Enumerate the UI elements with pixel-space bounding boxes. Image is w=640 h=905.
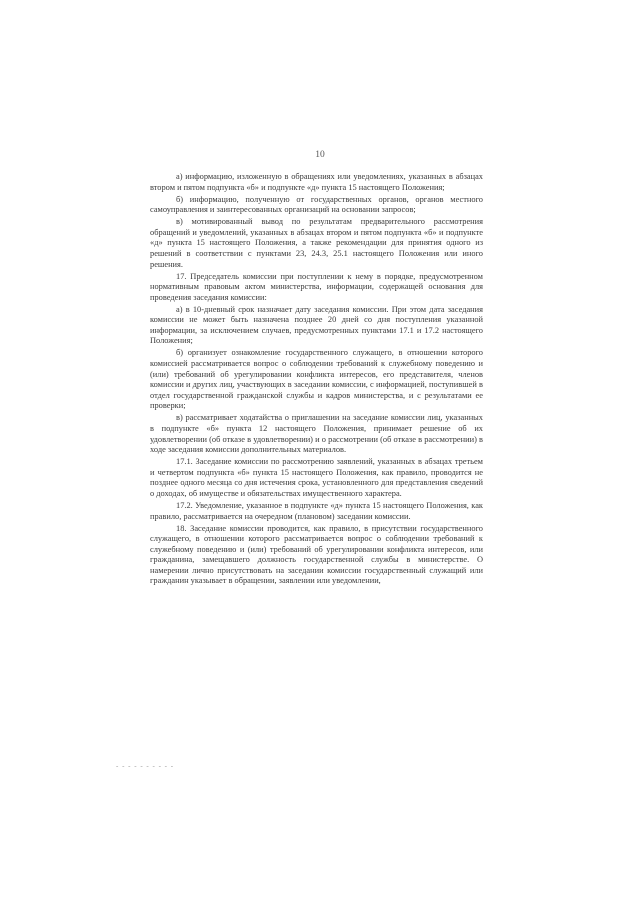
paragraph-16b: б) информацию, полученную от государственных органов, органов местного самоуправления и заинтересованных организаций на основании запросов; <box>150 194 483 215</box>
paragraph-18: 18. Заседание комиссии проводится, как правило, в присутствии государственного служащего, в отношении которого рассматривается вопрос о соблюдении требований к служебному поведению и (или) требований об урегулировании конфликта интересов, или гражданина, замещавшего должность государственной службы в министерстве. О намерении лично присутствовать на заседании комиссии государственный служащий или гражданин указывает в обращении, заявлении или уведомлении, <box>150 523 483 586</box>
paragraph-16c: в) мотивированный вывод по результатам предварительного рассмотрения обращений и уведомлений, указанных в абзацах втором и пятом подпункта «б» и подпункте «д» пункта 15 настоящего Положения, а также рекомендации для принятия одного из решений в соответствии с пунктами 23, 24.3, 25.1 настоящего Положения или иного решения. <box>150 217 483 269</box>
paragraph-17: 17. Председатель комиссии при поступлении к нему в порядке, предусмотренном нормативным правовым актом министерства, информации, содержащей основания для проведения заседания комиссии: <box>150 271 483 302</box>
paragraph-17-1: 17.1. Заседание комиссии по рассмотрению заявлений, указанных в абзацах третьем и четвертом подпункта «б» пункта 15 настоящего Положения, как правило, проводится не позднее одного месяца со дня истечения срока, установленного для представления сведений о доходах, об имуществе и обязательствах имущественного характера. <box>150 457 483 498</box>
paragraph-17-2: 17.2. Уведомление, указанное в подпункте «д» пункта 15 настоящего Положения, как правило, рассматривается на очередном (плановом) заседании комиссии. <box>150 500 483 521</box>
footer-dashes: - - - - - - - - - - <box>116 762 175 770</box>
page-number: 10 <box>315 150 325 160</box>
paragraph-17c: в) рассматривает ходатайства о приглашении на заседание комиссии лиц, указанных в подпункте «б» пункта 12 настоящего Положения, принимает решение об их удовлетворении (об отказе в удовлетворении) и о рассмотрении (об отказе в рассмотрении) в ходе заседания комиссии дополнительных материалов. <box>150 413 483 455</box>
paragraph-17a: а) в 10-дневный срок назначает дату заседания комиссии. При этом дата заседания комиссии не может быть назначена позднее 20 дней со дня поступления указанной информации, за исключением случаев, предусмотренных пунктами 17.1 и 17.2 настоящего Положения; <box>150 304 483 346</box>
paragraph-16a: а) информацию, изложенную в обращениях или уведомлениях, указанных в абзацах втором и пятом подпункта «б» и подпункте «д» пункта 15 настоящего Положения; <box>150 172 483 192</box>
paragraph-17b: б) организует ознакомление государственного служащего, в отношении которого комиссией рассматривается вопрос о соблюдении требований к служебному поведению и (или) требований об урегулировании конфликта интересов, его представителя, членов комиссии и других лиц, участвующих в заседании комиссии, с информацией, поступившей в отдел государственной гражданской службы и кадров министерства, и с результатами ее проверки; <box>150 348 483 411</box>
document-body <box>150 172 483 587</box>
